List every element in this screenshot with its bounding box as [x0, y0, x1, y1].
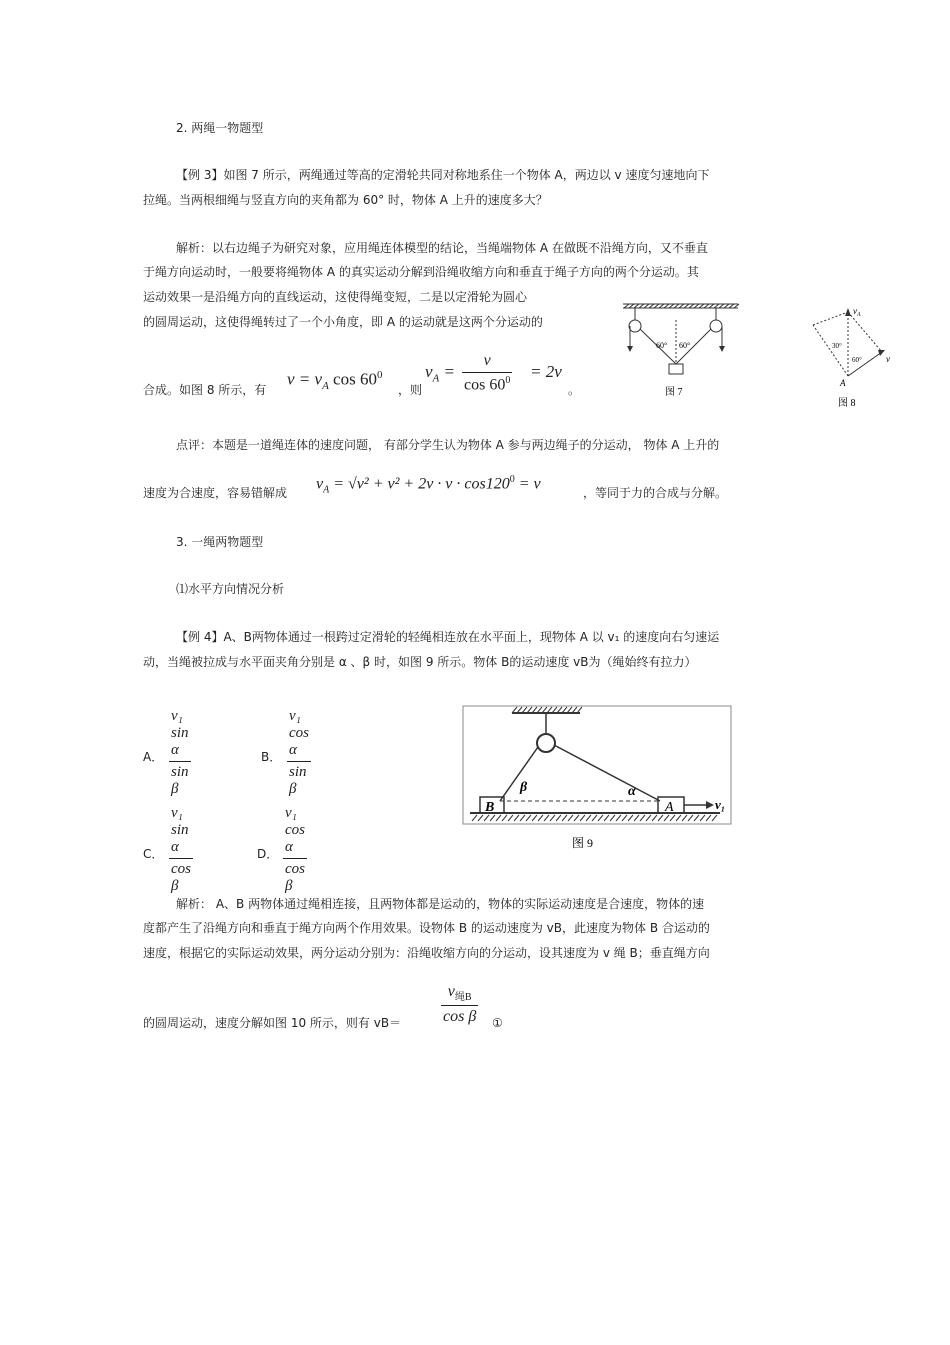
hatch-stroke	[628, 815, 633, 821]
hatch-stroke	[664, 815, 669, 821]
hatch-stroke	[652, 815, 657, 821]
hatch-stroke	[532, 815, 537, 821]
hatch-stroke	[568, 815, 573, 821]
example-4-line-1: 【例 4】A、B两物体通过一根跨过定滑轮的轻绳相连放在水平面上，现物体 A 以 v₁ 的速度向右匀速运	[176, 630, 720, 644]
equation-1: $v = v_A$ $\cos 60^0$	[287, 369, 383, 393]
hatch-stroke	[700, 815, 705, 821]
comment-3-line-1: 点评：本题是一道绳连体的速度问题， 有部分学生认为物体 A 参与两边绳子的分运动， 物体 A 上升的	[176, 438, 720, 452]
hatch-stroke	[502, 815, 507, 821]
example-4-line-2: 动，当绳被拉成与水平面夹角分别是 α 、β 时，如图 9 所示。物体 B的运动速度 vB为（绳始终有拉力）	[143, 655, 697, 669]
analysis-4-mark: ①	[492, 1016, 503, 1030]
pulley	[537, 734, 555, 752]
hatch-stroke	[639, 304, 644, 308]
analysis-4-line-2: 度都产生了沿绳方向和垂直于绳方向两个作用效果。设物体 B 的运动速度为 vB，此速度为物体 B 合运动的	[143, 921, 710, 935]
hatch-stroke	[724, 304, 729, 308]
section-3-subtitle: ⑴水平方向情况分析	[176, 582, 285, 596]
hatch-stroke	[604, 815, 609, 821]
analysis-3-line-5b: ，则	[398, 383, 423, 397]
hatch-stroke	[714, 304, 719, 308]
label-beta: β	[520, 780, 528, 795]
hatch-stroke	[624, 304, 629, 308]
hatch-stroke	[526, 815, 531, 821]
figure-7-caption: 图 7	[665, 387, 683, 398]
hatch-stroke	[634, 815, 639, 821]
hatch-stroke	[508, 815, 513, 821]
hatch-stroke	[616, 815, 621, 821]
section-3-title: 3. 一绳两物题型	[176, 535, 264, 549]
hatch-stroke	[598, 815, 603, 821]
hatch-stroke	[472, 815, 477, 821]
hatch-stroke	[562, 815, 567, 821]
hatch-stroke	[490, 815, 495, 821]
label-va: $v_A$	[853, 306, 861, 318]
hatch-stroke	[592, 815, 597, 821]
hatch-stroke	[664, 304, 669, 308]
analysis-3-line-5c: 。	[568, 383, 581, 397]
comment-equation: $v_A = √v^2 + v^2 + 2v \cdot v \cdot \cos 120^0 = v$	[316, 474, 541, 496]
analysis-4-line-3: 速度，根据它的实际运动效果，两分运动分别为：沿绳收缩方向的分运动，设其速度为 v 绳 B；垂直绳方向	[143, 946, 710, 960]
analysis-3-line-2: 于绳方向运动时，一般要将绳物体 A 的真实运动分解到沿绳收缩方向和垂直于绳子方向的两个分运动。其	[143, 265, 699, 279]
angle-left-label: 60°	[656, 341, 668, 350]
right-pulley	[710, 320, 722, 332]
analysis-4-line-1: 解析： A、B 两物体通过绳相连接，且两物体都是运动的，物体的实际运动速度是合速度，物体的速	[176, 897, 705, 911]
hatch-stroke	[704, 304, 709, 308]
comment-3-line-2b: ，等同于力的合成与分解。	[583, 486, 728, 500]
example-3-line-1: 【例 3】如图 7 所示，两绳通过等高的定滑轮共同对称地系住一个物体 A，两边以 v 速度匀速地向下	[176, 168, 710, 182]
hatch-stroke	[640, 815, 645, 821]
hatch-stroke	[649, 304, 654, 308]
hatch-stroke	[646, 815, 651, 821]
hatch-stroke	[496, 815, 501, 821]
hatch-stroke	[706, 815, 711, 821]
hatch-stroke	[670, 815, 675, 821]
hatch-stroke	[689, 304, 694, 308]
equation-2-fraction: $\frac{v}{\cos 60^0}$	[464, 352, 511, 394]
hatch-stroke	[729, 304, 734, 308]
label-B: B	[485, 800, 495, 815]
figure-9-caption: 图 9	[572, 836, 594, 850]
hatch-stroke	[478, 815, 483, 821]
hatch-stroke	[712, 815, 717, 821]
hatch-stroke	[682, 815, 687, 821]
figure-8	[808, 300, 898, 415]
hatch-stroke	[688, 815, 693, 821]
hatch-stroke	[520, 815, 525, 821]
hatch-stroke	[550, 815, 555, 821]
section-2-title: 2. 两绳一物题型	[176, 121, 264, 135]
hatch-stroke	[580, 815, 585, 821]
figure-8-caption: 图 8	[838, 398, 856, 409]
label-A: A	[665, 800, 674, 815]
hatch-stroke	[586, 815, 591, 821]
hatch-stroke	[659, 304, 664, 308]
analysis-3-line-5a: 合成。如图 8 所示，有	[143, 383, 267, 397]
hatch-stroke	[694, 304, 699, 308]
hatch-stroke	[734, 304, 739, 308]
label-v: v	[886, 354, 890, 364]
hatch-stroke	[610, 815, 615, 821]
hatch-stroke	[679, 304, 684, 308]
hatch-stroke	[719, 304, 724, 308]
hatch-stroke	[674, 304, 679, 308]
hatch-stroke	[684, 304, 689, 308]
hatch-stroke	[669, 304, 674, 308]
ceiling-hatch	[623, 304, 739, 308]
hatch-stroke	[654, 304, 659, 308]
hatch-stroke	[622, 815, 627, 821]
hatch-stroke	[658, 815, 663, 821]
hatch-stroke	[538, 815, 543, 821]
analysis-3-line-3: 运动效果一是沿绳方向的直线运动，这使得绳变短，二是以定滑轮为圆心	[143, 290, 528, 304]
hatch-stroke	[574, 815, 579, 821]
left-pulley	[629, 320, 641, 332]
hatch-stroke	[556, 815, 561, 821]
comment-3-line-2a: 速度为合速度，容易错解成	[143, 486, 288, 500]
angle-60-label: 60°	[852, 356, 862, 364]
figure-7	[618, 300, 748, 400]
hatch-stroke	[629, 304, 634, 308]
equation-2-rhs: = 2v	[530, 362, 562, 381]
hatch-stroke	[699, 304, 704, 308]
object-A	[669, 364, 683, 374]
label-alpha: α	[628, 784, 636, 799]
hatch-stroke	[694, 815, 699, 821]
equation-2-lhs: $v_A$ =	[425, 362, 456, 385]
hatch-stroke	[514, 815, 519, 821]
analysis-4-fraction: $v_{绳B}$ cos β	[443, 983, 477, 1026]
analysis-4-line-4: 的圆周运动，速度分解如图 10 所示，则有 vB＝	[143, 1016, 402, 1030]
angle-right-label: 60°	[679, 341, 691, 350]
hatch-stroke	[484, 815, 489, 821]
hatch-stroke	[634, 304, 639, 308]
figure-9	[462, 705, 732, 855]
hatch-stroke	[544, 815, 549, 821]
point-A-label: A	[840, 378, 846, 388]
hatch-stroke	[709, 304, 714, 308]
hatch-stroke	[644, 304, 649, 308]
hatch-stroke	[676, 815, 681, 821]
label-v1: v₁	[715, 797, 726, 812]
angle-30-label: 30°	[832, 342, 842, 350]
analysis-3-line-1: 解析：以右边绳子为研究对象，应用绳连体模型的结论，当绳端物体 A 在做既不沿绳方向，又不垂直	[176, 241, 708, 255]
example-3-line-2: 拉绳。当两根细绳与竖直方向的夹角都为 60° 时，物体 A 上升的速度多大？	[143, 193, 548, 207]
analysis-3-line-4: 的圆周运动，这使得绳转过了一个小角度，即 A 的运动就是这两个分运动的	[143, 315, 543, 329]
